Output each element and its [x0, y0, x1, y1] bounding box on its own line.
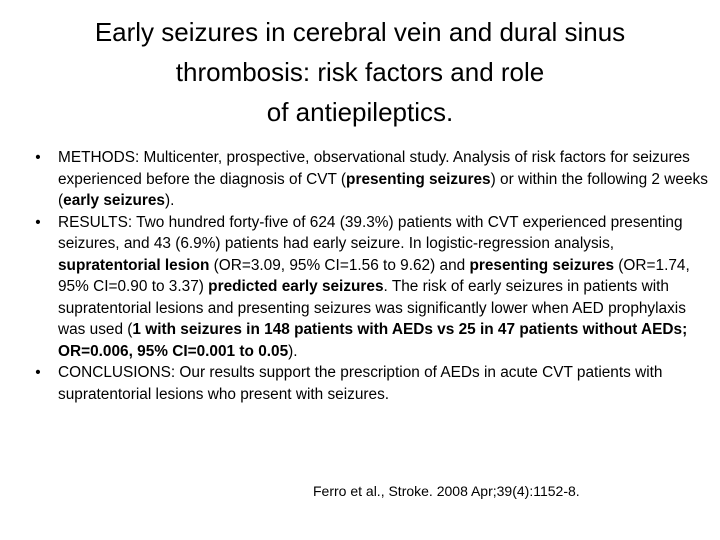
results-emphasis: supratentorial lesion [58, 256, 210, 274]
results-emphasis: 1 with seizures in 148 patients with AEDs vs 25 in 47 patients without AEDs; OR=0.006, 95% CI=0.001 to 0.05 [58, 321, 688, 360]
methods-emphasis: presenting seizures [346, 170, 491, 188]
methods-text: ). [164, 192, 175, 209]
bullet-methods [30, 147, 714, 212]
results-emphasis: presenting seizures [469, 256, 615, 274]
bullet-conclusions [30, 362, 714, 405]
slide-title [40, 12, 680, 132]
bullet-dot: • [35, 149, 41, 166]
citation: Ferro et al., Stroke. 2008 Apr;39(4):1152-8. [313, 483, 580, 499]
title-line-2: thrombosis: risk factors and role [175, 57, 545, 87]
bullet-list [30, 147, 714, 405]
bullet-dot: • [35, 364, 41, 381]
bullet-results [30, 212, 714, 363]
conclusions-text: CONCLUSIONS: Our results support the prescription of AEDs in acute CVT patients with supratentorial lesions who present with seizures. [58, 364, 663, 403]
title-line-1: Early seizures in cerebral vein and dural sinus [94, 17, 626, 47]
title-line-3: of antiepileptics. [266, 97, 454, 127]
methods-emphasis: early seizures [63, 192, 165, 209]
results-text: (OR=1.74, 95% CI=0.90 to 3.37) [58, 256, 690, 295]
results-text: ). [288, 342, 298, 360]
methods-text: ) or within the following 2 weeks ( [58, 170, 708, 209]
methods-text: METHODS: Multicenter, prospective, observational study. Analysis of risk factors for seizures experienced before the diagnosis of CVT ( [58, 149, 690, 188]
results-emphasis: predicted early seizures [208, 278, 384, 295]
results-text: . The risk of early seizures in patients with supratentorial lesions and presenting seizures was significantly lower when AED prophylaxis was used ( [58, 278, 686, 338]
bullet-dot: • [35, 213, 41, 231]
results-text: RESULTS: Two hundred forty-five of 624 (39.3%) patients with CVT experienced presenting seizures, and 43 (6.9%) patients had early seizure. In logistic-regression analysis, [58, 213, 683, 252]
results-text: (OR=3.09, 95% CI=1.56 to 9.62) and [209, 256, 470, 274]
